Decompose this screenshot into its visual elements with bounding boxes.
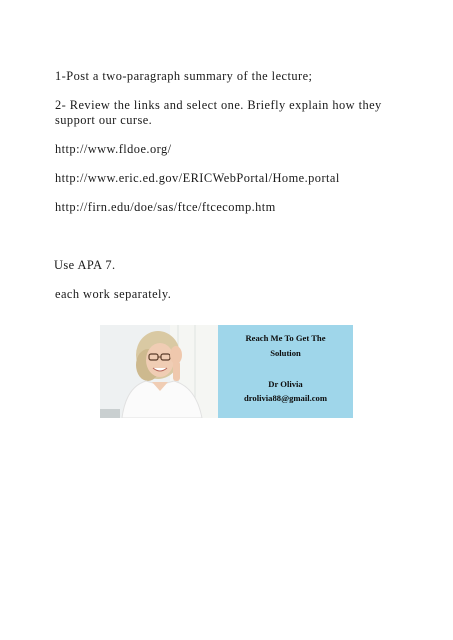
woman-photo-illustration	[100, 325, 218, 418]
contact-email[interactable]: drolivia88@gmail.com	[243, 393, 328, 403]
woman-photo	[100, 325, 218, 418]
apa-note: Use APA 7.	[54, 258, 116, 272]
link-fldoe: http://www.fldoe.org/	[55, 142, 172, 156]
instruction-line-1: 1-Post a two-paragraph summary of the lecture;	[55, 69, 313, 83]
promo-banner	[100, 325, 353, 418]
contact-panel	[218, 325, 353, 418]
contact-heading-line2: Solution	[270, 348, 301, 358]
link-firn: http://firn.edu/doe/sas/ftce/ftcecomp.htm	[55, 200, 276, 214]
instruction-line-2: 2- Review the links and select one. Briefly explain how they support our curse.	[55, 98, 382, 127]
contact-heading-line1: Reach Me To Get The	[245, 333, 326, 343]
contact-name: Dr Olivia	[268, 379, 303, 389]
separate-work-note: each work separately.	[55, 287, 172, 301]
link-eric: http://www.eric.ed.gov/ERICWebPortal/Home.portal	[55, 171, 340, 185]
